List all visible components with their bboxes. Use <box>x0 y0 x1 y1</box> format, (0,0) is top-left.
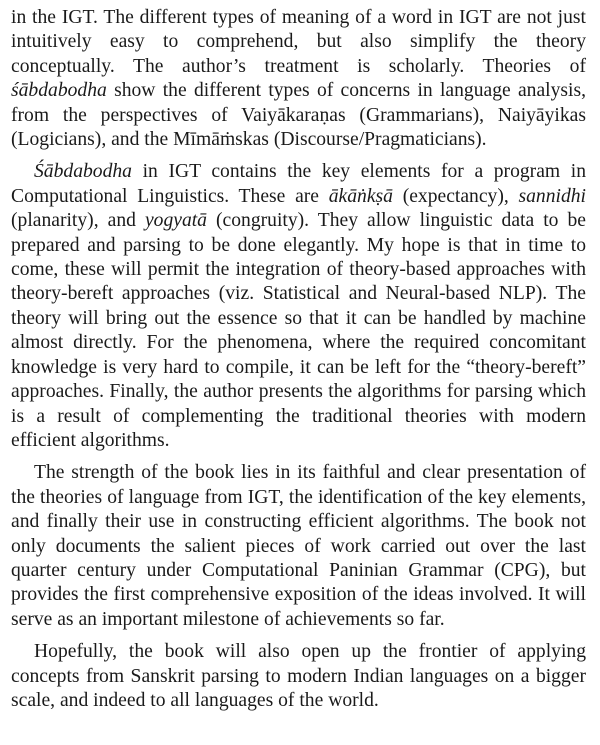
paragraph-4-text: Hopefully, the book will also open up the frontier of applying concepts from Sanskrit parsing to modern Indian languages on a bigger scale, and indeed to all languages of the world. <box>11 641 586 711</box>
paragraph-2 <box>11 160 586 453</box>
paragraph-3 <box>11 461 586 632</box>
paragraph-2-term-sabdabodha: Śābdabodha <box>34 161 132 183</box>
paragraph-2-segment-2: in IGT contains the key elements for a program in Computational Linguistics. These are <box>11 161 586 207</box>
paragraph-3-text: The strength of the book lies in its faithful and clear presentation of the theories of language from IGT, the identification of the key elements, and finally their use in constructing efficient algorithms. The book not only documents the salient pieces of work carried out over the last quarter century under Computational Paninian Grammar (CPG), but provides the first comprehensive exposition of the ideas involved. It will serve as an important milestone of achievements so far. <box>11 462 586 630</box>
paragraph-2-term-sannidhi: sannidhi <box>518 185 586 207</box>
paragraph-2-term-akanksa: ākāṅkṣā <box>328 185 393 207</box>
paragraph-1-term-sabdabodha: śābdabodha <box>11 80 107 102</box>
paragraph-1-segment-3: show the different types of concerns in language analysis, from the perspectives of Vaiyākaraṇas (Grammarians), Naiyāyikas (Logicians), and the Mīmāṁskas (Discourse/Pragmaticians). <box>11 80 586 151</box>
paragraph-2-segment-4: (expectancy), <box>392 185 519 207</box>
paragraph-1-segment-1: in the IGT. The different types of meaning of a word in IGT are not just intuitively easy to comprehend, but also simplify the theory conceptually. The author’s treatment is scholarly. Theories of <box>11 7 586 77</box>
paragraph-4 <box>11 640 586 713</box>
paragraph-2-term-yogyata: yogyatā <box>144 210 207 232</box>
paragraph-2-segment-6: (planarity), and <box>11 210 145 232</box>
paragraph-2-segment-8: (congruity). They allow linguistic data to be prepared and parsing to be done elegantly. My hope is that in time to come, these will permit the integration of theory-based approaches with theory-bereft approaches (viz. Statistical and Neural-based NLP). The theory will bring out the essence so that it can be handled by machine almost directly. For the phenomena, where the required concomitant knowledge is very hard to compile, it can be left for the “theory-bereft” approaches. Finally, the author presents the algorithms for parsing which is a result of complementing the traditional theories with modern efficient algorithms. <box>11 210 586 451</box>
paragraph-1 <box>11 6 586 152</box>
